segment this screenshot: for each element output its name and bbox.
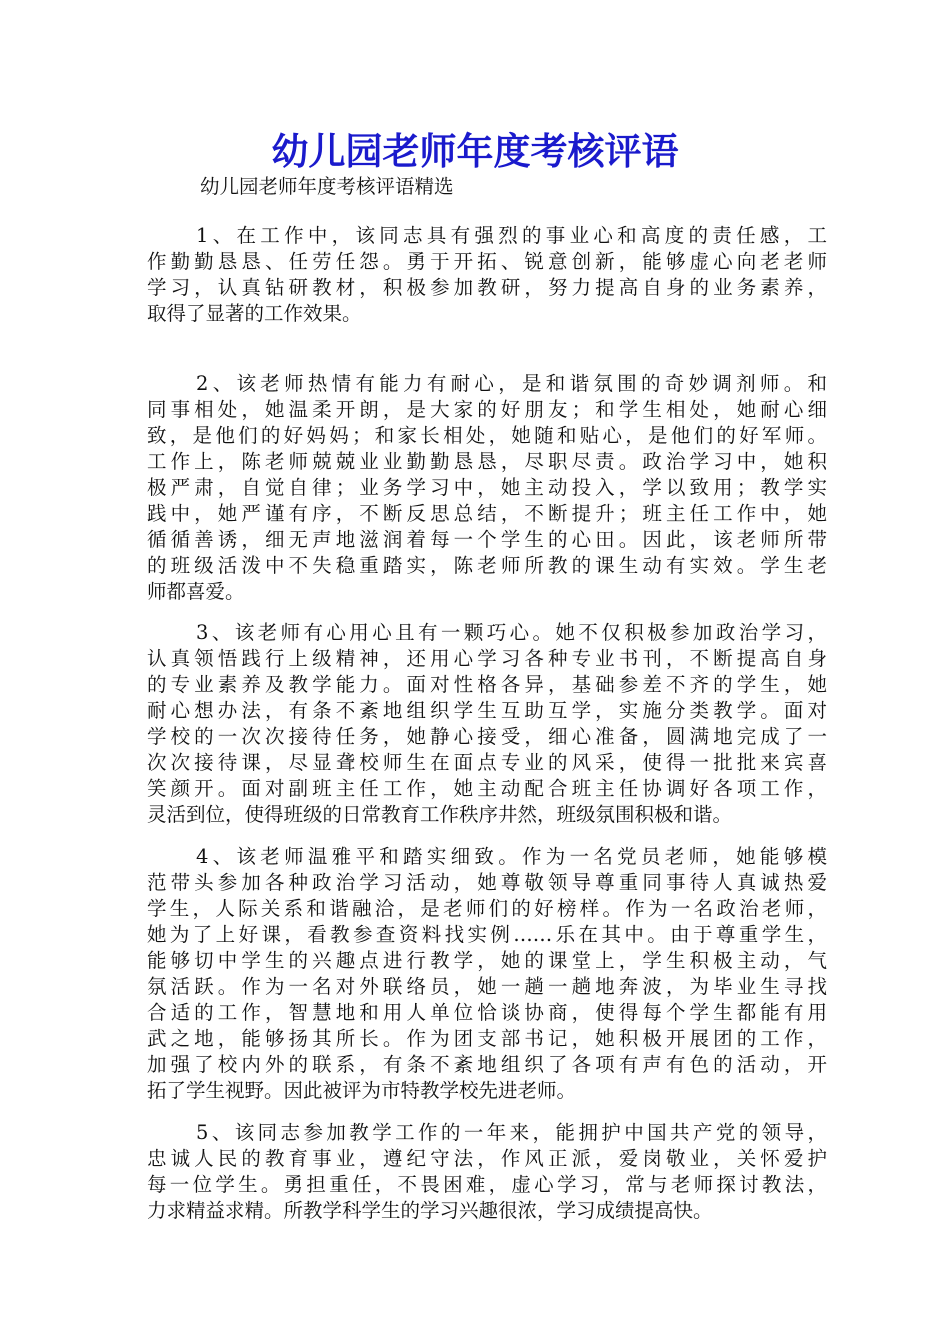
paragraph-line: 拓了学生视野。因此被评为市特教学校先进老师。	[147, 1079, 577, 1102]
paragraph-line: 加强了校内外的联系，有条不紊地组织了各项有声有色的活动，开	[147, 1053, 827, 1076]
paragraph-line: 4、该老师温雅平和踏实细致。作为一名党员老师，她能够模	[196, 845, 827, 868]
document-title: 幼儿园老师年度考核评语	[271, 129, 679, 173]
paragraph-line: 工作上，陈老师兢兢业业勤勤恳恳，尽职尽责。政治学习中，她积	[147, 450, 827, 473]
paragraph-line: 取得了显著的工作效果。	[147, 302, 362, 325]
paragraph-line: 灵活到位，使得班级的日常教育工作秩序井然，班级氛围积极和谐。	[147, 803, 733, 826]
paragraph-line: 极严肃，自觉自律；业务学习中，她主动投入，学以致用；教学实	[147, 476, 827, 499]
paragraph-line: 合适的工作，智慧地和用人单位恰谈协商，使得每个学生都能有用	[147, 1001, 827, 1024]
paragraph-line: 同事相处，她温柔开朗，是大家的好朋友；和学生相处，她耐心细	[147, 398, 827, 421]
paragraph-line: 1、在工作中，该同志具有强烈的事业心和高度的责任感，工	[196, 224, 827, 247]
paragraph-line: 范带头参加各种政治学习活动，她尊敬领导尊重同事待人真诚热爱	[147, 871, 827, 894]
paragraph-line: 笑颜开。面对副班主任工作，她主动配合班主任协调好各项工作，	[147, 777, 827, 800]
paragraph-line: 认真领悟践行上级精神，还用心学习各种专业书刊，不断提高自身	[147, 647, 827, 670]
paragraph-line: 5、该同志参加教学工作的一年来，能拥护中国共产党的领导，	[196, 1121, 827, 1144]
paragraph-line: 能够切中学生的兴趣点进行教学，她的课堂上，学生积极主动，气	[147, 949, 827, 972]
paragraph-line: 她为了上好课，看教参查资料找实例……乐在其中。由于尊重学生，	[147, 923, 827, 946]
paragraph-1	[147, 223, 827, 327]
paragraph-line: 致，是他们的好妈妈；和家长相处，她随和贴心，是他们的好军师。	[147, 424, 827, 447]
paragraph-line: 次次接待课，尽显聋校师生在面点专业的风采，使得一批批来宾喜	[147, 751, 827, 774]
paragraph-2	[147, 371, 827, 605]
paragraph-line: 循循善诱，细无声地滋润着每一个学生的心田。因此，该老师所带	[147, 528, 827, 551]
paragraph-line: 师都喜爱。	[147, 580, 245, 603]
paragraph-line: 践中，她严谨有序，不断反思总结，不断提升；班主任工作中，她	[147, 502, 827, 525]
document-subtitle: 幼儿园老师年度考核评语精选	[200, 175, 454, 198]
paragraph-line: 忠诚人民的教育事业，遵纪守法，作风正派，爱岗敬业，关怀爱护	[147, 1147, 827, 1170]
paragraph-4	[147, 844, 827, 1104]
paragraph-line: 的班级活泼中不失稳重踏实，陈老师所教的课生动有实效。学生老	[147, 554, 827, 577]
paragraph-line: 耐心想办法，有条不紊地组织学生互助互学，实施分类教学。面对	[147, 699, 827, 722]
paragraph-line: 氛活跃。作为一名对外联络员，她一趟一趟地奔波，为毕业生寻找	[147, 975, 827, 998]
paragraph-line: 2、该老师热情有能力有耐心，是和谐氛围的奇妙调剂师。和	[196, 372, 827, 395]
paragraph-line: 的专业素养及教学能力。面对性格各异，基础参差不齐的学生，她	[147, 673, 827, 696]
paragraph-line: 学习，认真钻研教材，积极参加教研，努力提高自身的业务素养，	[147, 276, 827, 299]
paragraph-line: 武之地，能够扬其所长。作为团支部书记，她积极开展团的工作，	[147, 1027, 827, 1050]
paragraph-3	[147, 620, 827, 828]
paragraph-line: 力求精益求精。所教学科学生的学习兴趣很浓，学习成绩提高快。	[147, 1199, 713, 1222]
paragraph-line: 学生，人际关系和谐融洽，是老师们的好榜样。作为一名政治老师，	[147, 897, 827, 920]
paragraph-5	[147, 1120, 827, 1224]
paragraph-line: 作勤勤恳恳、任劳任怨。勇于开拓、锐意创新，能够虚心向老老师	[147, 250, 827, 273]
paragraph-line: 3、该老师有心用心且有一颗巧心。她不仅积极参加政治学习，	[196, 621, 827, 644]
paragraph-line: 学校的一次次接待任务，她静心接受，细心准备，圆满地完成了一	[147, 725, 827, 748]
paragraph-line: 每一位学生。勇担重任，不畏困难，虚心学习，常与老师探讨教法，	[147, 1173, 827, 1196]
